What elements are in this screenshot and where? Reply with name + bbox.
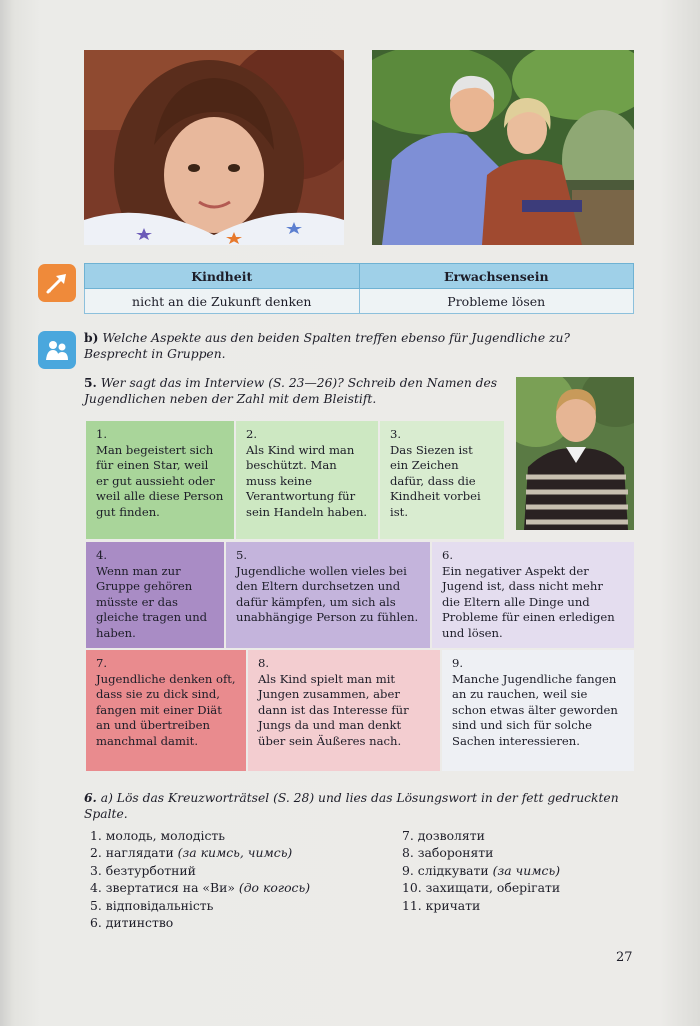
vocab-item: 3. безтурботний [90,862,196,878]
statement-6 [432,542,634,648]
statement-number: 2. [246,427,258,441]
vocab-item: 5. відповідальність [90,897,214,913]
statement-8 [248,650,440,771]
task-5-instruction [84,375,504,407]
vocab-item: 2. наглядати (за кимсь, чимсь) [90,845,293,861]
statement-text: Jugendliche denken oft, dass sie zu dick sind, fangen mit einer Diät an und übertreiben manchmal damit. [96,671,236,748]
task-b-text: Welche Aspekte aus den beiden Spalten treffen ebenso für Jugendliche zu? Besprecht in Gruppen. [84,331,570,361]
task-b-instruction [84,330,636,362]
task-5-number: 5. [84,375,97,390]
task-5-text: Wer sagt das im Interview (S. 23—26)? Schreib den Namen des Jugendlichen neben der Zahl mit dem Bleistift. [84,376,498,406]
table-cell: Probleme lösen [359,289,634,314]
vocab-item: 10. захищати, оберігати [402,880,561,896]
task-b-label: b) [84,330,99,345]
statement-9 [442,650,634,771]
task-6-instruction [84,790,636,822]
statement-number: 7. [96,656,108,670]
page-number: 27 [616,950,633,965]
vocab-item: 9. слідкувати (за чимсь) [402,862,561,878]
statement-number: 1. [96,427,108,441]
statement-text: Als Kind spielt man mit Jungen zusammen, aber dann ist das Interesse für Jungs da und man denkt über sein Äußeres nach. [258,671,409,748]
statement-text: Das Siezen ist ein Zeichen dafür, dass die Kindheit vorbei ist. [390,442,481,519]
group-people-icon [38,331,76,369]
task-6-number: 6. [84,790,97,805]
teen-photo [516,377,634,530]
couple-photo [372,50,634,245]
vocab-item: 4. звертатися на «Ви» (до когось) [90,880,311,896]
task-6-text: a) Lös das Kreuzworträtsel (S. 28) und lies das Lösungswort in der fett gedruckten Spalte. [84,791,619,821]
statement-3 [380,421,504,539]
comparison-table [84,263,634,314]
statement-7 [86,650,246,771]
statement-2 [236,421,378,539]
vocab-item: 7. дозволяти [402,828,485,843]
vocab-item: 8. забороняти [402,845,494,861]
statement-number: 4. [96,548,108,562]
statement-text: Ein negativer Aspekt der Jugend ist, dass nicht mehr die Eltern alle Dinge und Probleme für einen erledigen und lösen. [442,563,615,640]
vocab-item: 6. дитинство [90,915,174,931]
statement-4 [86,542,224,648]
statement-text: Jugendliche wollen vieles bei den Eltern durchsetzen und dafür kämpfen, um sich als unabhängige Person zu fühlen. [236,563,419,625]
statement-number: 6. [442,548,454,562]
vocab-item: 1. молодь, молодість [90,828,226,843]
statement-number: 3. [390,427,402,441]
statement-number: 5. [236,548,248,562]
statement-5 [226,542,430,648]
table-header: Kindheit [85,264,360,289]
vocab-item: 11. кричати [402,897,481,913]
statement-text: Manche Jugendliche fangen an zu rauchen, weil sie schon etwas älter geworden sind und sich für solche Sachen interessieren. [452,671,618,748]
statement-text: Wenn man zur Gruppe gehören müsste er das gleiche tragen und haben. [96,563,208,640]
statement-number: 8. [258,656,270,670]
table-cell: nicht an die Zukunft denken [85,289,360,314]
statement-1 [86,421,234,539]
vocab-list-left [90,827,310,931]
statement-number: 9. [452,656,464,670]
pencil-arrow-icon [38,264,76,302]
girl-photo [84,50,344,245]
vocab-list-right [402,827,560,914]
statement-text: Als Kind wird man beschützt. Man muss keine Verantwortung für sein Handeln haben. [246,442,368,519]
table-header: Erwachsensein [359,264,634,289]
statement-text: Man begeistert sich für einen Star, weil er gut aussieht oder weil alle diese Person gut finden. [96,442,224,519]
